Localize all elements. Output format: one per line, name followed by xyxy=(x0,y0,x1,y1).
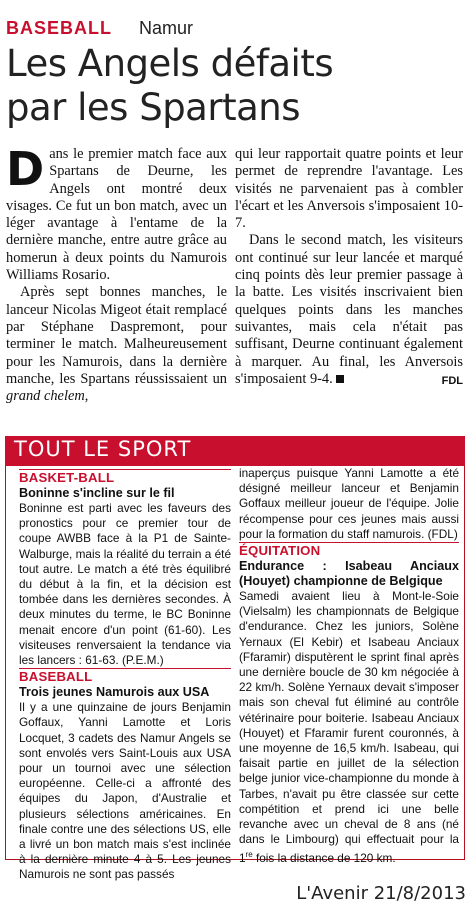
equitation-text-end: fois la distance de 120 km. xyxy=(252,851,396,866)
end-mark-icon xyxy=(336,375,344,383)
paragraph-2b: , xyxy=(84,388,89,405)
paragraph-2a: Après sept bonnes manches, le lanceur Nicolas Migeot était remplacé par Stéphane Daspremont, pour terminer le match. Malheureusement pour les Namurois, dans la dernière manche, les Spartans réussissaient un xyxy=(6,284,227,387)
briefs-right-column xyxy=(239,466,459,867)
headline-line-2: par les Spartans xyxy=(6,86,300,129)
baseball-section-label: BASEBALL xyxy=(19,668,231,685)
paragraph-2-emphasis: grand chelem xyxy=(6,388,85,405)
paragraph-1: ans le premier match face aux Spartans de Deurne, les Angels ont montré deux visages. Ce fut un bon match, avec un léger avantage à l'entame de la dernière manche, entre autre grâce au homerun à deux points du Namurois Williams Rosario. xyxy=(6,146,227,284)
equitation-text: Samedi avaient lieu à Mont-le-Soie (Vielsalm) les championnats de Belgique d'endurance. Chez les juniors, Solène Yernaux (El Kebir) et Isabeau Anciaux (Ffaramir) disputèrent le sprint final après une dernière boucle de 30 km négociée à 22 km/h. Solène Yernaux devait s'imposer mais son cheval fut éliminé au contrôle vétérinaire pour boiterie. Isabeau Anciaux (Houyet) et Ffaramir furent couronnés, à une moyenne de 16,5 km/h. Isabeau, qui faisait partie en juillet de la sélection belge junior vice-championne du monde à Tarbes, n'avait pu être classée sur cette compétition et prend ici une belle revanche avec un cheval de 8 ans (né dans le Limbourg) qui effectuait pour la 1 xyxy=(239,589,459,866)
equitation-section-label: ÉQUITATION xyxy=(239,542,459,559)
author-signature: FDL xyxy=(441,374,463,387)
basket-headline: Boninne s'incline sur le fil xyxy=(19,486,175,500)
source-caption: L'Avenir 21/8/2013 xyxy=(296,883,466,904)
basket-section-label: BASKET-BALL xyxy=(19,469,231,486)
headline-line-1: Les Angels défaits xyxy=(6,42,334,85)
paragraph-4: Dans le second match, les visiteurs ont continué sur leur lancée et marqué cinq points dès leur premier passage à la batte. Les visités inscrivaient bien quelques points dans les manches suivantes, mais cela n'était pas suffisant, Deurne continuant également à marquer. Au final, les Anversois s'imposaient 9-4. xyxy=(235,232,463,387)
article-column-2 xyxy=(235,146,463,390)
section-kicker: BASEBALL xyxy=(6,18,112,38)
article-headline xyxy=(6,42,466,130)
location-label: Namur xyxy=(139,18,194,38)
equitation-headline: Endurance : Isabeau Anciaux (Houyet) championne de Belgique xyxy=(239,559,459,589)
drop-cap: D xyxy=(6,142,45,196)
baseball-headline: Trois jeunes Namurois aux USA xyxy=(19,685,210,700)
equitation-superscript: re xyxy=(245,850,253,860)
article-column-1 xyxy=(6,142,227,405)
baseball-text: Il y a une quinzaine de jours Benjamin Goffaux, Yanni Lamotte et Loris Locquet, 3 cadets des Namur Angels se sont envolés vers Saint-Louis aux USA pour un tournoi avec une sélection européenne. Celle-ci a affronté des équipes du Japon, d'Australie et plusieurs sélections américaines. En finale contre une des sélections US, elle a livré un bon match mais s'est inclinée à la dernière minute 4 à 5. Les jeunes Namurois ne sont pas passés xyxy=(19,700,231,882)
paragraph-3: qui leur rapportait quatre points et leur permet de reprendre l'avantage. Les visités ne parvenaient pas à combler l'écart et les Anversois s'imposaient 10-7. xyxy=(235,146,463,232)
briefs-left-column xyxy=(19,469,231,883)
basket-text: Boninne est parti avec les faveurs des pronostics pour ce premier tour de coupe AWBB face à la P1 de Sainte-Walburge, mais la réalité du terrain a été tout autre. Le match a été très équilibré du début à la fin, et la décision est tombée dans les dernières secondes. À deux minutes du terme, le BC Boninne menait encore d'un point (61-60). Les visiteuses renversaient la tendance via les lancers : 61-63. (P.E.M.) xyxy=(19,501,232,668)
sport-briefs-title: TOUT LE SPORT xyxy=(14,437,192,461)
baseball-text-continued: inaperçus puisque Yanni Lamotte a été désigné meilleur lanceur et Benjamin Goffaux meilleur joueur de l'équipe. Jolie récompense pour ces jeunes mais aussi pour la formation du staff namurois. (FDL) xyxy=(239,466,459,541)
